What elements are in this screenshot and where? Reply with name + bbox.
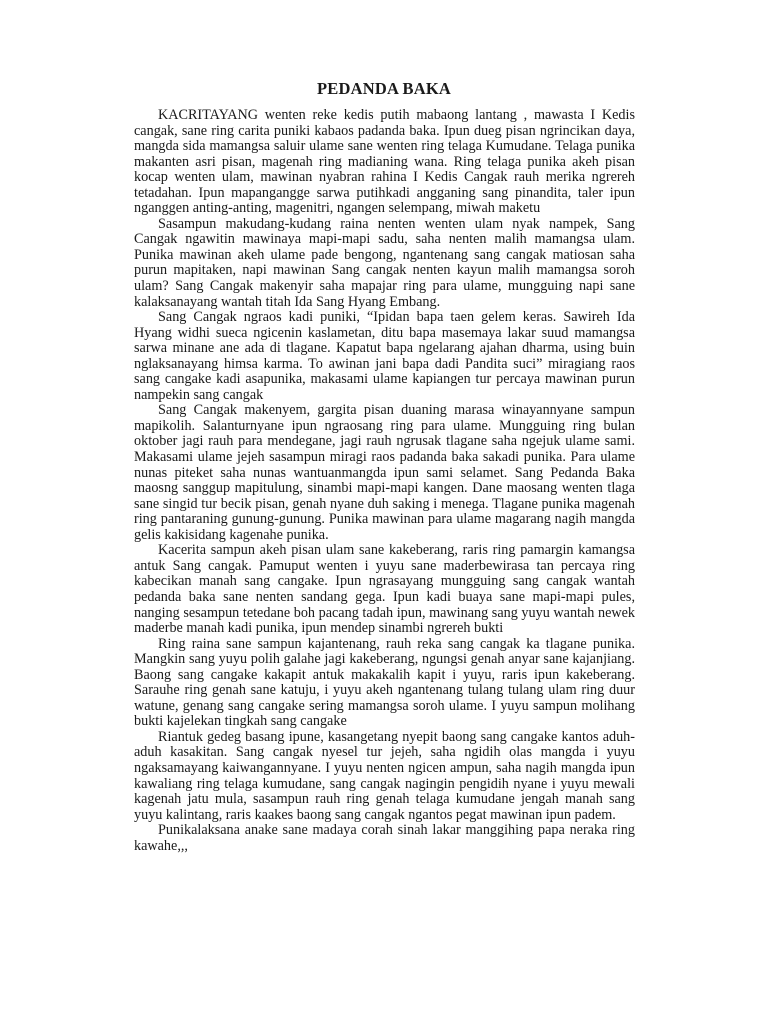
paragraph: Sang Cangak makenyem, gargita pisan duaning marasa winayannyane sampun mapikolih. Salanturnyane ipun ngraosang ring para ulame. Mungguing ring bulan oktober jagi rauh para mendegane, jagi rauh ngrusak tlagane saha ngejuk ulame sami. Makasami ulame jejeh sasampun miragi raos padanda baka sakadi punika. Para ulame nunas piteket saha nunas wantuanmangda ipun sami selamet. Sang Pedanda Baka maosng sanggup mapitulung, sinambi mapi-mapi kangen. Dane maosang wenten tlaga sane singid tur becik pisan, genah nyane duh saking i menega. Tlagane punika magenah ring pantaraning gunung-gunung. Punika mawinan para ulame magarang nagih mangda gelis kakisidang kagenahe punika. bbox=[134, 402, 635, 543]
document-body bbox=[134, 108, 635, 854]
paragraph: Riantuk gedeg basang ipune, kasangetang nyepit baong sang cangake kantos aduh-aduh kasakitan. Sang cangak nyesel tur jejeh, saha ngidih olas mangda i yuyu ngaksamayang kaiwangannyane. I yuyu nenten ngicen ampun, saha nagih mangda ipun kawaliang ring telaga kumudane, sang cangak nagingin pengidih nyane i yuyu mewali kagenah jatu mula, sasampun rauh ring genah telaga kumudane jengah manah sang yuyu kalintang, raris kaakes baong sang cangak ngantos pegat mawinan ipun padem. bbox=[134, 728, 635, 823]
paragraph: Sang Cangak ngraos kadi puniki, “Ipidan bapa taen gelem keras. Sawireh Ida Hyang widhi sueca ngicenin kaslametan, ditu bapa masemaya lakar suud mamangsa sarwa minane ane ada di tlagane. Kapatut bapa ngelarang ajahan dharma, using buin nglaksanayang himsa karma. To awinan jani bapa dadi Pandita suci” miragiang raos sang cangake kadi asapunika, makasami ulame kapiangen tur percaya mawinan purun nampekin sang cangak bbox=[134, 309, 635, 403]
paragraph: Punikalaksana anake sane madaya corah sinah lakar manggihing papa neraka ring kawahe,,, bbox=[134, 822, 635, 854]
paragraph: Ring raina sane sampun kajantenang, rauh reka sang cangak ka tlagane punika. Mangkin sang yuyu polih galahe jagi kakeberang, ngungsi genah anyar sane kajanjiang. Baong sang cangake kakapit antuk makakalih kapit i yuyu, raris ipun kakeberang. Sarauhe ring genah sane katuju, i yuyu akeh ngantenang tulang tulang ulam ring duur watune, genang sang cangake sering mamangsa soroh ulame. I yuyu sampun molihang bukti kajelekan tingkah sang cangake bbox=[134, 635, 635, 730]
paragraph: KACRITAYANG wenten reke kedis putih mabaong lantang , mawasta I Kedis cangak, sane ring carita puniki kabaos padanda baka. Ipun dueg pisan ngrincikan daya, mangda sida mamangsa saluir ulame sane wenten ring telaga Kumudane. Telaga punika makanten asri pisan, magenah ring madianing wana. Ring telaga punika akeh pisan kocap wenten ulam, mawinan nyabran rahina I Kedis Cangak rauh merika ngrereh tetadahan. Ipun mapangangge sarwa putihkadi angganing sang pinandita, taler ipun nganggen anting-anting, magenitri, ngangen selempang, miwah maketu bbox=[134, 107, 635, 217]
paragraph: Kacerita sampun akeh pisan ulam sane kakeberang, raris ring pamargin kamangsa antuk Sang cangak. Pamuput wenten i yuyu sane maderbewirasa tan percaya ring kabecikan manah sang cangake. Ipun ngrasayang mungguing sang cangak wantah pedanda baka sane nenten sandang gega. Ipun kadi buaya sane mapi-mapi pules, nanging sesampun tetedane boh pacang tadah ipun, mawinang sang yuyu wantah newek maderbe manah kadi punika, ipun mendep sinambi ngrereh bukti bbox=[134, 542, 635, 637]
document-title: PEDANDA BAKA bbox=[317, 79, 451, 98]
paragraph: Sasampun makudang-kudang raina nenten wenten ulam nyak nampek, Sang Cangak ngawitin mawinaya mapi-mapi sadu, saha nenten malih mamangsa ulam. Punika mawinan akeh ulame pade bengong, ngantenang sang cangak matiosan saha purun mapitaken, napi mawinan Sang cangak nenten kayun malih mamangsa soroh ulam? Sang Cangak makenyir saha mapajar ring para ulame, mungguing napi sane kalaksanayang wantah titah Ida Sang Hyang Embang. bbox=[134, 215, 635, 310]
